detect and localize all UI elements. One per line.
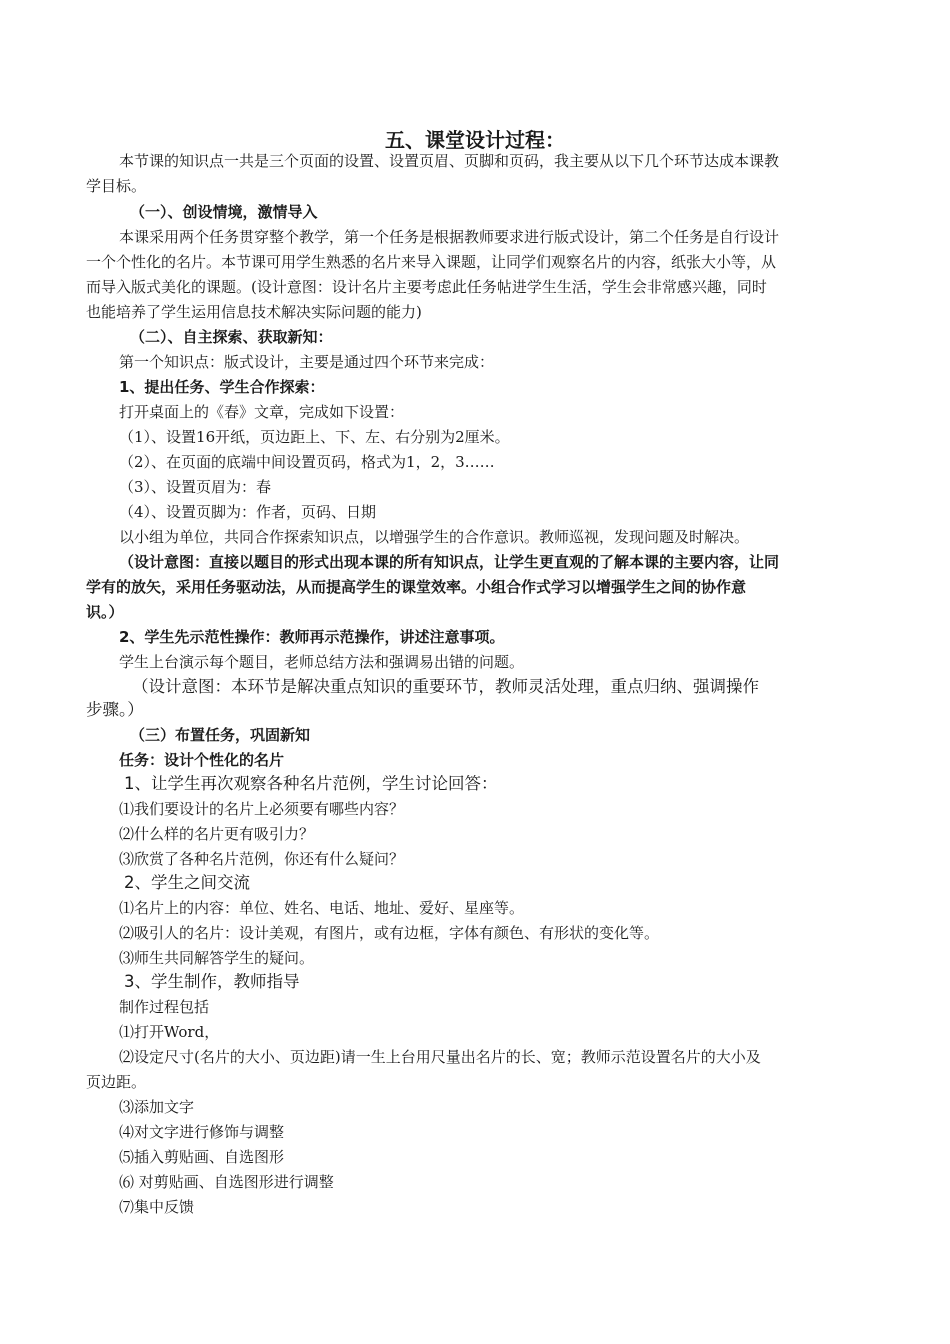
list-item: ⑴名片上的内容：单位、姓名、电话、地址、爱好、星座等。 <box>119 899 525 917</box>
list-item: ⑴我们要设计的名片上必须要有哪些内容？ <box>119 800 405 818</box>
paragraph-line: 而导入版式美化的课题。(设计意图：设计名片主要考虑此任务帖进学生生活，学生会非常感兴趣，同时 <box>86 278 767 296</box>
list-item: ⑵什么样的名片更有吸引力？ <box>119 825 315 843</box>
paragraph-line: 打开桌面上的《春》文章，完成如下设置： <box>119 403 405 421</box>
heading-2: （二）、自主探索、获取新知： <box>130 328 333 346</box>
section-title: 五、课堂设计过程： <box>385 128 565 152</box>
paragraph-line: 一个个性化的名片。本节课可用学生熟悉的名片来导入课题，让同学们观察名片的内容，纸张大小等，从 <box>86 253 777 271</box>
subheading: 2、学生之间交流 <box>124 873 250 892</box>
design-intent-line: （设计意图：本环节是解决重点知识的重要环节，教师灵活处理，重点归纳、强调操作 <box>132 677 759 696</box>
design-intent-line: （设计意图：直接以题目的形式出现本课的所有知识点，让学生更直观的了解本课的主要内容，让同 <box>119 553 780 571</box>
list-item: ⑵设定尺寸(名片的大小、页边距)请一生上台用尺量出名片的长、宽；教师示范设置名片的大小及 <box>119 1048 761 1066</box>
list-item: ⑹ 对剪贴画、自选图形进行调整 <box>119 1173 334 1191</box>
paragraph-line: 也能培养了学生运用信息技术解决实际问题的能力) <box>86 303 422 321</box>
paragraph-line: 制作过程包括 <box>119 998 210 1016</box>
heading-1: （一）、创设情境，激情导入 <box>130 203 318 221</box>
list-item: ⑴打开Word， <box>119 1023 220 1041</box>
list-item: ⑵吸引人的名片：设计美观，有图片，或有边框，字体有颜色、有形状的变化等。 <box>119 924 660 942</box>
paragraph-line: 页边距。 <box>86 1073 147 1091</box>
paragraph-line: 本节课的知识点一共是三个页面的设置、设置页眉、页脚和页码，我主要从以下几个环节达成本课教 <box>119 152 780 170</box>
list-item: ⑸插入剪贴画、自选图形 <box>119 1148 285 1166</box>
list-item: ⑶师生共同解答学生的疑问。 <box>119 949 315 967</box>
design-intent-line: 步骤。） <box>86 700 144 719</box>
subheading: 1、提出任务、学生合作探索： <box>119 378 325 396</box>
subheading: 2、学生先示范性操作：教师再示范操作，讲述注意事项。 <box>119 628 505 646</box>
task-title: 任务：设计个性化的名片 <box>119 751 285 769</box>
design-intent-line: 学有的放矢，采用任务驱动法，从而提高学生的课堂效率。小组合作式学习以增强学生之间的协作意 <box>86 578 747 596</box>
list-item: ⑺集中反馈 <box>119 1198 195 1216</box>
list-item: （4）、设置页脚为：作者，页码、日期 <box>119 503 377 521</box>
list-item: ⑷对文字进行修饰与调整 <box>119 1123 285 1141</box>
paragraph-line: 学生上台演示每个题目，老师总结方法和强调易出错的问题。 <box>119 653 525 671</box>
design-intent-line: 识。） <box>86 603 124 621</box>
paragraph-line: 第一个知识点：版式设计，主要是通过四个环节来完成： <box>119 353 495 371</box>
paragraph-line: 本课采用两个任务贯穿整个教学，第一个任务是根据教师要求进行版式设计，第二个任务是自行设计 <box>119 228 780 246</box>
subheading: 3、学生制作，教师指导 <box>124 972 300 991</box>
list-item: （2）、在页面的底端中间设置页码，格式为1，2，3…… <box>119 453 495 471</box>
subheading: 1、让学生再次观察各种名片范例，学生讨论回答： <box>124 774 498 793</box>
paragraph-line: 学目标。 <box>86 177 147 195</box>
list-item: ⑶添加文字 <box>119 1098 195 1116</box>
paragraph-line: 以小组为单位，共同合作探索知识点，以增强学生的合作意识。教师巡视，发现问题及时解决。 <box>119 528 750 546</box>
list-item: ⑶欣赏了各种名片范例，你还有什么疑问？ <box>119 850 405 868</box>
list-item: （1）、设置16开纸，页边距上、下、左、右分别为2厘米。 <box>119 428 510 446</box>
heading-3: （三）布置任务，巩固新知 <box>130 726 311 744</box>
list-item: （3）、设置页眉为：春 <box>119 478 272 496</box>
